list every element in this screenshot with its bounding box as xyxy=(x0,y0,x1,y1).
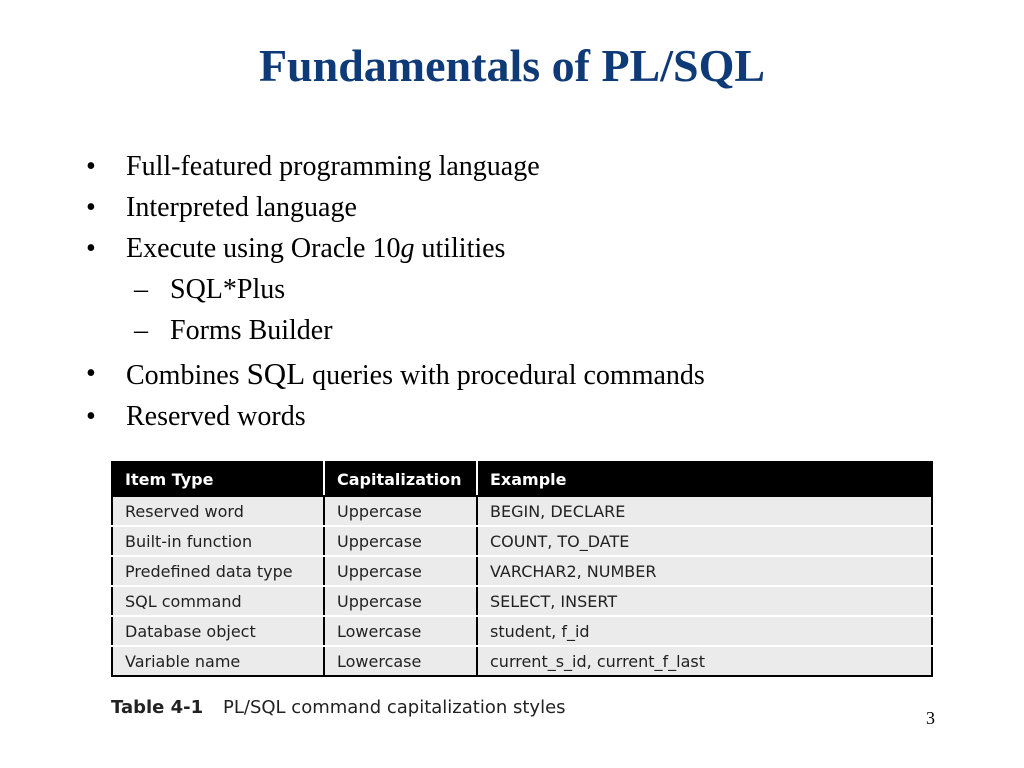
table-row xyxy=(112,496,932,526)
column-header-example: Example xyxy=(477,462,932,496)
table-cell: Database object xyxy=(112,616,324,646)
table-cell: Uppercase xyxy=(324,556,477,586)
table-row xyxy=(112,646,932,676)
table-row xyxy=(112,526,932,556)
bullet-item xyxy=(86,353,705,396)
table-cell: VARCHAR2, NUMBER xyxy=(477,556,932,586)
bullet-text: Combines xyxy=(126,360,247,391)
table-cell: Uppercase xyxy=(324,586,477,616)
bullet-list xyxy=(86,146,705,437)
table-cell: BEGIN, DECLARE xyxy=(477,496,932,526)
bullet-text-large: SQL xyxy=(246,356,306,391)
bullet-item xyxy=(86,187,705,228)
table-cell: COUNT, TO_DATE xyxy=(477,526,932,556)
bullet-item xyxy=(86,396,705,437)
table-cell: Uppercase xyxy=(324,496,477,526)
bullet-text: Interpreted language xyxy=(126,192,357,223)
table-cell: student, f_id xyxy=(477,616,932,646)
table-cell: Reserved word xyxy=(112,496,324,526)
table-header-row xyxy=(112,462,932,496)
slide-title: Fundamentals of PL/SQL xyxy=(258,40,766,91)
table-caption xyxy=(111,697,566,718)
bullet-text: Execute using Oracle 10 xyxy=(126,233,401,264)
table-cell: Built-in function xyxy=(112,526,324,556)
bullet-item xyxy=(86,228,705,269)
capitalization-table xyxy=(111,461,933,677)
table-cell: Variable name xyxy=(112,646,324,676)
bullet-item xyxy=(86,146,705,187)
table-caption-number: Table 4-1 xyxy=(111,697,204,718)
bullet-text: queries with procedural commands xyxy=(305,360,705,391)
sub-bullet-text: Forms Builder xyxy=(170,315,333,346)
table-cell: Lowercase xyxy=(324,616,477,646)
table-cell: Predefined data type xyxy=(112,556,324,586)
sub-bullet-text: SQL*Plus xyxy=(170,274,286,305)
sub-bullet-item xyxy=(86,269,705,310)
table-caption-text: PL/SQL command capitalization styles xyxy=(223,697,566,718)
table-cell: current_s_id, current_f_last xyxy=(477,646,932,676)
bullet-text: utilities xyxy=(414,233,506,264)
table-cell: Lowercase xyxy=(324,646,477,676)
table-row xyxy=(112,616,932,646)
table-row xyxy=(112,586,932,616)
table-cell: Uppercase xyxy=(324,526,477,556)
table-cell: SELECT, INSERT xyxy=(477,586,932,616)
table-row xyxy=(112,556,932,586)
table-cell: SQL command xyxy=(112,586,324,616)
sub-bullet-item xyxy=(86,310,705,351)
column-header-item-type: Item Type xyxy=(112,462,324,496)
bullet-text: Reserved words xyxy=(126,401,306,432)
column-header-capitalization: Capitalization xyxy=(324,462,477,496)
page-number: 3 xyxy=(926,708,935,728)
bullet-text: Full-featured programming language xyxy=(126,151,540,182)
bullet-text-italic: g xyxy=(400,233,415,264)
